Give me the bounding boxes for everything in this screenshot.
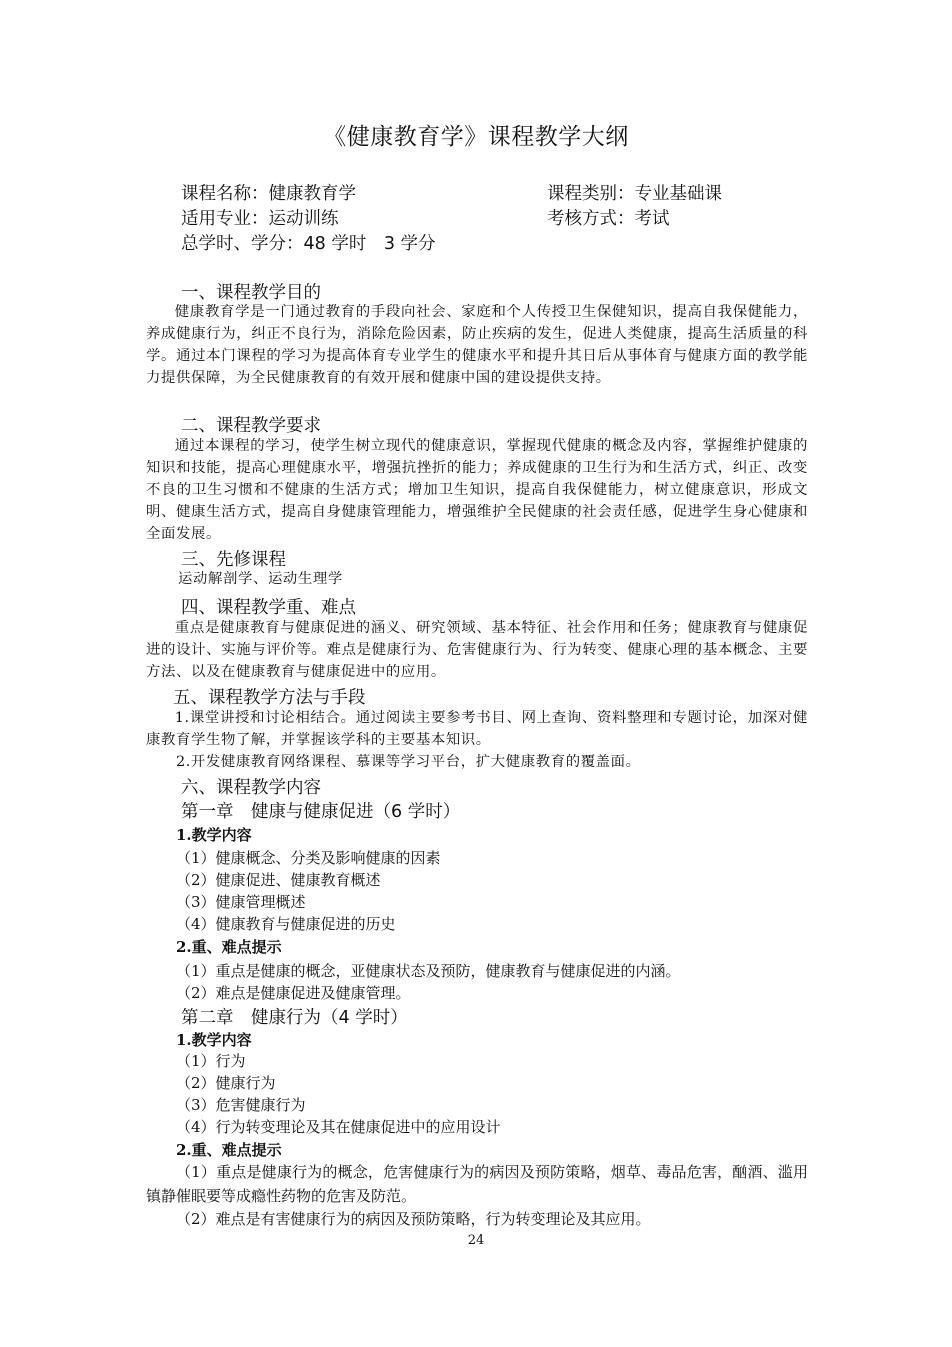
section-heading-key-points: 四、课程教学重、难点 <box>181 598 356 618</box>
section-text-purpose: 健康教育学是一门通过教育的手段向社会、家庭和个人传授卫生保健知识，提高自我保健能力，养成健康行为，纠正不良行为，消除危险因素，防止疾病的发生，促进人类健康，提高生活质量的科学。通过本门课程的学习为提高体育专业学生的健康水平和提升其日后从事体育与健康方面的教学能力提供保障，为全民健康教育的有效开展和健康中国的建设提供支持。 <box>146 304 808 386</box>
section-text-prerequisites: 运动解剖学、运动生理学 <box>178 571 343 587</box>
chapter1-item: （2）健康促进、健康教育概述 <box>176 871 381 889</box>
assessment-method: 考核方式：考试 <box>547 209 670 229</box>
chapter1-title: 第一章 健康与健康促进（6 学时） <box>181 802 461 822</box>
section-text-methods-1: 1.课堂讲授和讨论相结合。通过阅读主要参考书目、网上查询、资料整理和专题讨论，加深对健康教育学生物了解，并掌握该学科的主要基本知识。 <box>146 710 808 748</box>
chapter2-item: （1）行为 <box>176 1052 246 1070</box>
document-title: 《健康教育学》课程教学大纲 <box>323 124 629 150</box>
chapter1-item: （4）健康教育与健康促进的历史 <box>176 915 396 933</box>
section-heading-purpose: 一、课程教学目的 <box>181 283 321 303</box>
chapter1-key-item: （2）难点是健康促进及健康管理。 <box>176 984 411 1002</box>
chapter2-key-item: （2）难点是有害健康行为的病因及预防策略，行为转变理论及其应用。 <box>176 1210 651 1228</box>
section-heading-methods: 五、课程教学方法与手段 <box>173 688 366 708</box>
hours-credits: 总学时、学分：48 学时 3 学分 <box>181 234 436 254</box>
chapter2-title: 第二章 健康行为（4 学时） <box>181 1008 408 1028</box>
applicable-major: 适用专业：运动训练 <box>181 209 339 229</box>
section-text-methods-2: 2.开发健康教育网络课程、慕课等学习平台，扩大健康教育的覆盖面。 <box>176 754 641 770</box>
chapter1-key-item: （1）重点是健康的概念，亚健康状态及预防，健康教育与健康促进的内涵。 <box>176 962 681 980</box>
course-type: 课程类别：专业基础课 <box>547 184 722 204</box>
chapter2-key-item: （1）重点是健康行为的概念，危害健康行为的病因及预防策略，烟草、毒品危害，酗酒、滥用镇静催眠要等成瘾性药物的危害及防范。 <box>146 1163 808 1205</box>
section-text-key-points: 重点是健康教育与健康促进的涵义、研究领域、基本特征、社会作用和任务；健康教育与健康促进的设计、实施与评价等。难点是健康行为、危害健康行为、行为转变、健康心理的基本概念、主要方法、以及在健康教育与健康促进中的应用。 <box>146 620 808 680</box>
chapter1-item: （3）健康管理概述 <box>176 893 306 911</box>
section-text-requirements: 通过本课程的学习，使学生树立现代的健康意识，掌握现代健康的概念及内容，掌握维护健康的知识和技能，提高心理健康水平，增强抗挫折的能力；养成健康的卫生行为和生活方式，纠正、改变不良的卫生习惯和不健康的生活方式；增加卫生知识，提高自我保健能力，树立健康意识，形成文明、健康生活方式，提高自身健康管理能力，增强维护全民健康的社会责任感，促进学生身心健康和全面发展。 <box>146 438 808 542</box>
chapter1-content-heading: 1.教学内容 <box>176 826 252 844</box>
course-name: 课程名称：健康教育学 <box>181 184 356 204</box>
section-heading-content: 六、课程教学内容 <box>181 778 321 798</box>
page-number: 24 <box>467 1233 485 1248</box>
chapter2-item: （3）危害健康行为 <box>176 1096 306 1114</box>
section-heading-requirements: 二、课程教学要求 <box>181 416 321 436</box>
chapter1-item: （1）健康概念、分类及影响健康的因素 <box>176 849 441 867</box>
chapter2-item: （2）健康行为 <box>176 1074 276 1092</box>
chapter1-key-heading: 2.重、难点提示 <box>176 938 282 956</box>
chapter2-item: （4）行为转变理论及其在健康促进中的应用设计 <box>176 1118 501 1136</box>
section-heading-prerequisites: 三、先修课程 <box>181 550 286 570</box>
chapter2-key-heading: 2.重、难点提示 <box>176 1141 282 1159</box>
chapter2-content-heading: 1.教学内容 <box>176 1031 252 1049</box>
